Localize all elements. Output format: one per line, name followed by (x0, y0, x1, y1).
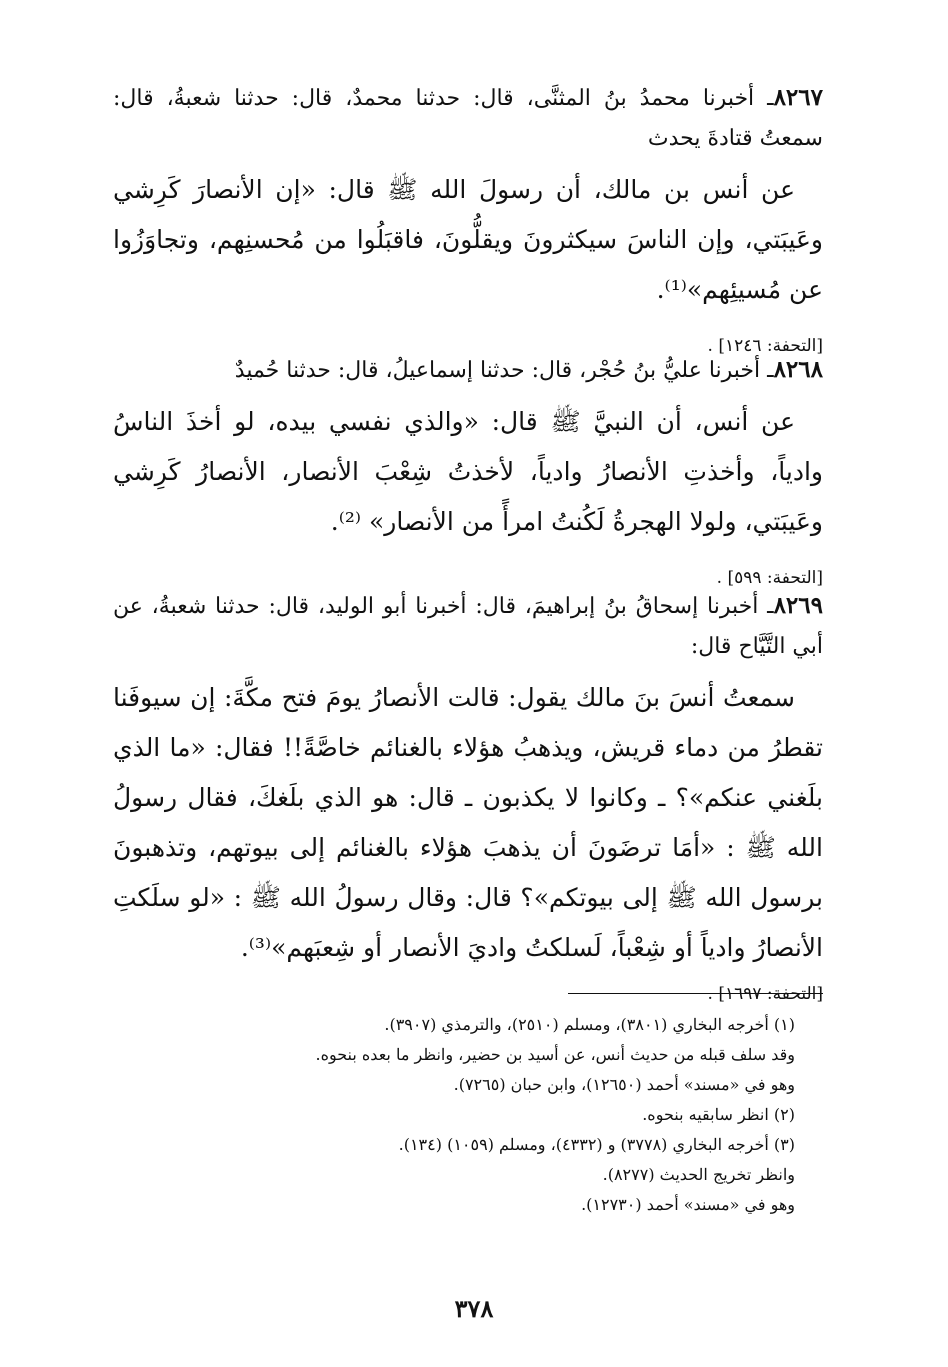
footnotes (170, 1010, 795, 1220)
tuhfa-reference: [التحفة: ١٦٩٧] . (707, 984, 823, 1004)
hadith-number: ٨٢٦٨ (773, 356, 823, 383)
footnote-line: (٢) انظر سابقيه بنحوه. (642, 1105, 795, 1124)
hadith-number: ٨٢٦٧ (773, 84, 823, 111)
hadith-number: ٨٢٦٩ (773, 592, 823, 619)
page-number: ٣٧٨ (454, 1294, 494, 1323)
hadith-isnad (113, 78, 823, 159)
tuhfa-reference: [التحفة: ١٢٤٦] . (707, 336, 823, 356)
footnote-line: (١) أخرجه البخاري (٣٨٠١)، ومسلم (٢٥١٠)، والترمذي (٣٩٠٧). (384, 1015, 795, 1034)
footnote-line: وانظر تخريج الحديث (٨٢٧٧). (602, 1165, 795, 1184)
tuhfa-reference: [التحفة: ٥٩٩] . (716, 568, 823, 588)
hadith-8268 (113, 350, 823, 547)
hadith-8269 (113, 586, 823, 973)
hadith-isnad (113, 350, 823, 391)
footnote-line: (٣) أخرجه البخاري (٣٧٧٨) و (٤٣٣٢)، ومسلم (١٠٥٩) (١٣٤). (398, 1135, 795, 1154)
hadith-8267 (113, 78, 823, 315)
footnote-line: وقد سلف قبله من حديث أنس، عن أسيد بن حضير، وانظر ما بعده بنحوه. (315, 1045, 795, 1064)
hadith-matn: عن أنس، أن النبيَّ ﷺ قال: «والذي نفسي بيده، لو أخذَ الناسُ وادياً، وأخذتِ الأنصارُ وادياً، لأخذتُ شِعْبَ الأنصار، الأنصارُ كَرِشي وعَيبَتي، ولولا الهجرةُ لَكُنتُ امرأً من الأنصار» ⁽²⁾. (113, 407, 823, 536)
hadith-isnad (113, 586, 823, 667)
hadith-matn: سمعتُ أنسَ بنَ مالك يقول: قالت الأنصارُ يومَ فتح مكَّةَ: إن سيوفَنا تقطرُ من دماء قريش، ويذهبُ هؤلاء بالغنائم خاصَّةً!! فقال: «ما الذي بلَغني عنكم»؟ ـ وكانوا لا يكذبون ـ قال: هو الذي بلَغكَ، فقال رسولُ الله ﷺ : «أمَا ترضَونَ أن يذهبَ هؤلاء بالغنائم إلى بيوتهم، وتذهبونَ برسول الله ﷺ إلى بيوتكم»؟ قال: وقال رسولُ الله ﷺ : «لو سلَكتِ الأنصارُ وادياً أو شِعْباً، لَسلكتُ واديَ الأنصار أو شِعبَهم»⁽³⁾. (113, 683, 823, 962)
hadith-matn: عن أنس بن مالك، أن رسولَ الله ﷺ قال: «إن الأنصارَ كَرِشي وعَيبَتي، وإن الناسَ سيكثرونَ ويقلُّونَ، فاقبَلُوا من مُحسنِهم، وتجاوَزُوا عن مُسيئِهم»⁽¹⁾. (113, 175, 823, 304)
footnote-line: وهو في «مسند» أحمد (١٢٦٥٠)، وابن حبان (٧٢٦٥). (453, 1075, 795, 1094)
footnote-line: وهو في «مسند» أحمد (١٢٧٣٠). (581, 1195, 795, 1214)
isnad-text: ـ أخبرنا إسحاقُ بنُ إبراهيمَ، قال: أخبرنا أبو الوليد، قال: حدثنا شعبةُ، عن أبي التَّيَّاح قال: (113, 594, 823, 659)
footnote-divider (568, 993, 823, 994)
isnad-text: ـ أخبرنا عليُّ بنُ حُجْر، قال: حدثنا إسماعيلُ، قال: حدثنا حُميدٌ (234, 358, 774, 383)
isnad-text: ـ أخبرنا محمدُ بنُ المثنَّى، قال: حدثنا محمدٌ، قال: حدثنا شعبةُ، قال: سمعتُ قتادةَ يحدث (113, 86, 823, 151)
